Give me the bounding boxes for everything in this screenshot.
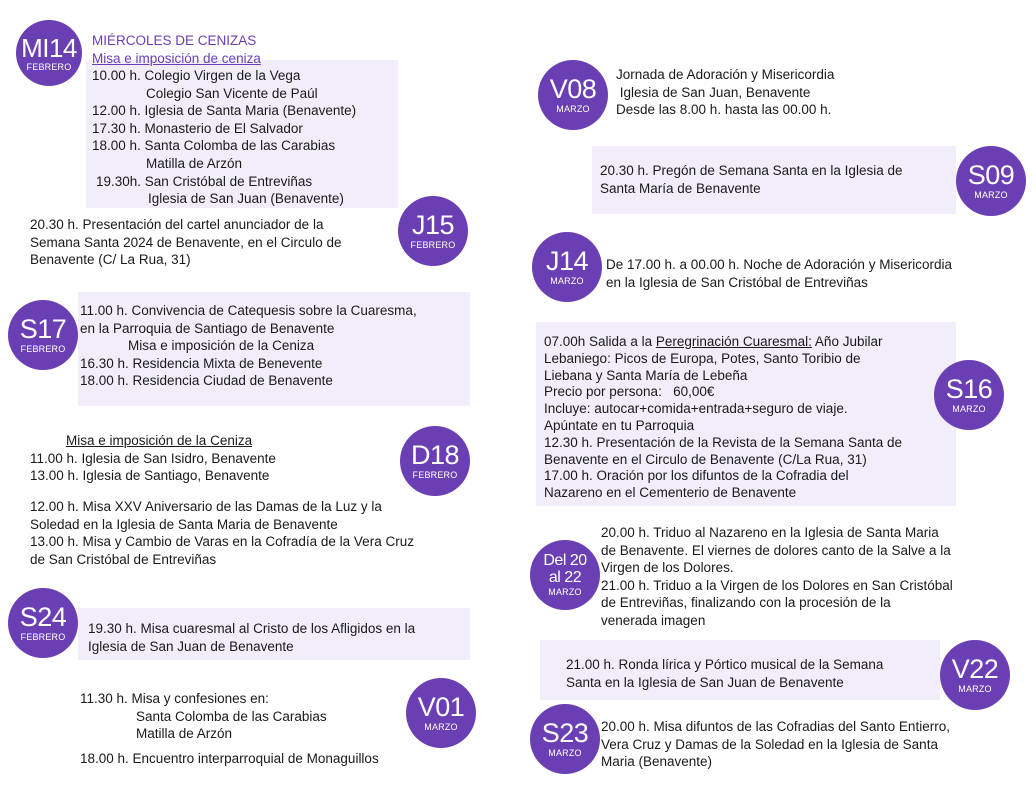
badge-day: S17	[19, 314, 67, 344]
badge-s24	[8, 588, 78, 658]
event-line: de Benavente. El viernes de dolores canto de la Salve a la	[601, 542, 951, 558]
v01-last	[80, 750, 379, 768]
event-line: Liebana y Santa María de Lebeña	[544, 367, 748, 383]
event-line: 17.30 h. Monasterio de El Salvador	[92, 120, 303, 136]
badge-day: MI14	[21, 32, 77, 63]
j15-lines	[30, 216, 341, 269]
event-line: Soledad en la Iglesia de Santa Maria de Benavente	[30, 516, 338, 532]
event-line: Precio por persona: 60,00€	[544, 384, 715, 400]
badge-s17	[8, 300, 78, 370]
event-line: 20.30 h. Pregón de Semana Santa en la Iglesia de	[600, 163, 903, 178]
badge-s09	[956, 146, 1026, 216]
event-line: 18.00 h. Residencia Ciudad de Benavente	[80, 373, 333, 389]
s16-suffix: Año Jubilar	[811, 334, 883, 349]
s17-lines	[80, 302, 417, 390]
badge-month: MARZO	[548, 748, 582, 758]
event-line: Matilla de Arzón	[146, 155, 243, 171]
event-line: Iglesia de San Juan de Benavente	[88, 638, 294, 654]
event-line: Santa María de Benavente	[600, 180, 761, 196]
badge-month: MARZO	[556, 104, 590, 114]
event-line: Vera Cruz y Damas de la Soledad en la Iglesia de Santa	[601, 736, 938, 752]
del20-lines	[601, 524, 953, 630]
event-line: Benavente en el Circulo de Benavente (C/La Rua, 31)	[544, 451, 867, 467]
event-line: De 17.00 h. a 00.00 h. Noche de Adoración y Misericordia	[606, 257, 952, 272]
badge-day: V22	[951, 654, 999, 684]
event-line: 11.00 h. Convivencia de Catequesis sobre la Cuaresma,	[80, 303, 417, 318]
badge-s16	[934, 360, 1004, 430]
s09-lines	[600, 162, 902, 197]
badge-day: Del 20	[543, 551, 587, 569]
event-line: Maria (Benavente)	[601, 754, 713, 770]
badge-d18	[400, 426, 470, 496]
badge-v01	[406, 678, 476, 748]
event-line: Jornada de Adoración y Misericordia	[616, 67, 835, 82]
d18-heading: Misa e imposición de la Ceniza	[66, 433, 253, 448]
event-line: 19.30 h. Misa cuaresmal al Cristo de los Afligidos en la	[88, 621, 416, 636]
d18-lines	[30, 432, 276, 485]
event-line: 13.00 h. Iglesia de Santiago, Benavente	[30, 468, 270, 484]
event-line: 11.30 h. Misa y confesiones en:	[80, 691, 269, 706]
badge-mi14	[16, 20, 82, 86]
s23-lines	[601, 718, 950, 771]
event-line: Virgen de los Dolores.	[601, 560, 734, 576]
s16-prefix: 07.00h Salida a la	[544, 334, 656, 349]
badge-month: FEBRERO	[410, 240, 456, 250]
event-line: 18.00 h. Santa Colomba de las Carabias	[92, 138, 336, 154]
badge-day: V08	[549, 74, 597, 104]
badge-month: MARZO	[958, 684, 992, 694]
badge-day: V01	[417, 692, 465, 722]
event-line: Santa en la Iglesia de San Juan de Benavente	[566, 674, 844, 690]
event-line: 21.00 h. Triduo a la Virgen de los Dolores en San Cristóbal	[601, 577, 953, 593]
pilgrimage-link: Peregrinación Cuaresmal:	[655, 334, 812, 349]
s16-lines	[544, 334, 902, 502]
event-line: Semana Santa 2024 de Benavente, en el Circulo de	[30, 234, 342, 250]
mi14-lines	[92, 67, 356, 208]
mi14-subheading: Misa e imposición de ceniza	[92, 50, 261, 66]
badge-j14	[532, 232, 602, 302]
event-line: Apúntate en tu Parroquia	[544, 417, 695, 433]
j14-lines	[606, 256, 952, 291]
event-line: 20.00 h. Triduo al Nazareno en la Iglesia de Santa Maria	[601, 525, 939, 540]
event-line: 20.00 h. Misa difuntos de las Cofradias del Santo Entierro,	[601, 719, 950, 734]
badge-month: MARZO	[952, 404, 986, 414]
badge-day: J15	[411, 210, 455, 240]
event-line	[544, 334, 902, 351]
badge-del20	[530, 540, 600, 610]
badge-day: S23	[541, 718, 589, 748]
event-line: venerada imagen	[601, 612, 706, 628]
mi14-heading-block	[92, 32, 261, 67]
event-line: Iglesia de San Juan (Benavente)	[148, 191, 344, 207]
mi14-heading: MIÉRCOLES DE CENIZAS	[92, 33, 257, 48]
v01-lines	[80, 690, 327, 743]
v22-lines	[566, 656, 883, 691]
badge-v08	[538, 60, 608, 130]
badge-day: al 22	[548, 568, 582, 586]
event-line: Benavente (C/ La Rua, 31)	[30, 252, 191, 268]
event-line: Incluye: autocar+comida+entrada+seguro de viaje.	[544, 401, 848, 417]
event-line: Nazareno en el Cementerio de Benavente	[544, 485, 797, 501]
event-line: Misa e imposición de la Ceniza	[128, 338, 315, 354]
badge-month: MARZO	[548, 587, 582, 598]
event-line: 11.00 h. Iglesia de San Isidro, Benavente	[30, 450, 276, 466]
event-line: 12.00 h. Misa XXV Aniversario de las Damas de la Luz y la	[30, 499, 382, 514]
event-line: 20.30 h. Presentación del cartel anunciador de la	[30, 217, 324, 232]
badge-month: FEBRERO	[26, 61, 72, 72]
event-line: 21.00 h. Ronda lírica y Pórtico musical de la Semana	[566, 657, 884, 672]
event-line: 18.00 h. Encuentro interparroquial de Monaguillos	[80, 751, 379, 766]
event-line: Lebaniego: Picos de Europa, Potes, Santo Toribio de	[544, 350, 861, 366]
badge-v22	[940, 640, 1010, 710]
badge-day: S24	[19, 602, 67, 632]
event-line: 12.00 h. Iglesia de Santa Maria (Benavente)	[92, 103, 357, 119]
badge-month: FEBRERO	[20, 632, 66, 642]
badge-day: S09	[967, 160, 1015, 190]
badge-month: MARZO	[424, 722, 458, 732]
badge-j15	[398, 196, 468, 266]
event-line: Colegio San Vicente de Paúl	[146, 85, 318, 101]
badge-month: MARZO	[974, 190, 1008, 200]
v08-lines	[616, 66, 834, 119]
badge-month: FEBRERO	[412, 470, 458, 480]
d18-lines-2	[30, 498, 414, 568]
badge-month: MARZO	[550, 276, 584, 286]
event-line: Santa Colomba de las Carabias	[136, 708, 327, 724]
event-line: de Entreviñas, finalizando con la procesión de la	[601, 595, 891, 611]
s24-lines	[88, 620, 415, 655]
event-line: de San Cristóbal de Entreviñas	[30, 551, 217, 567]
event-line: Desde las 8.00 h. hasta las 00.00 h.	[616, 102, 832, 118]
event-line: Iglesia de San Juan, Benavente	[616, 84, 811, 100]
badge-month: FEBRERO	[20, 344, 66, 354]
event-line: 17.00 h. Oración por los difuntos de la Cofradia del	[544, 468, 849, 484]
badge-day: D18	[410, 440, 460, 470]
event-line: 12.30 h. Presentación de la Revista de la Semana Santa de	[544, 434, 902, 450]
event-line: 16.30 h. Residencia Mixta de Benevente	[80, 355, 323, 371]
event-line: 13.00 h. Misa y Cambio de Varas en la Cofradía de la Vera Cruz	[30, 534, 414, 550]
event-line: 19.30h. San Cristóbal de Entreviñas	[96, 173, 313, 189]
badge-day: J14	[545, 246, 589, 276]
event-line: Matilla de Arzón	[136, 726, 233, 742]
badge-s23	[530, 704, 600, 774]
badge-day: S16	[945, 374, 993, 404]
event-line: en la Parroquia de Santiago de Benavente	[80, 320, 335, 336]
event-line: 10.00 h. Colegio Virgen de la Vega	[92, 68, 301, 83]
event-line: en la Iglesia de San Cristóbal de Entreviñas	[606, 274, 868, 290]
